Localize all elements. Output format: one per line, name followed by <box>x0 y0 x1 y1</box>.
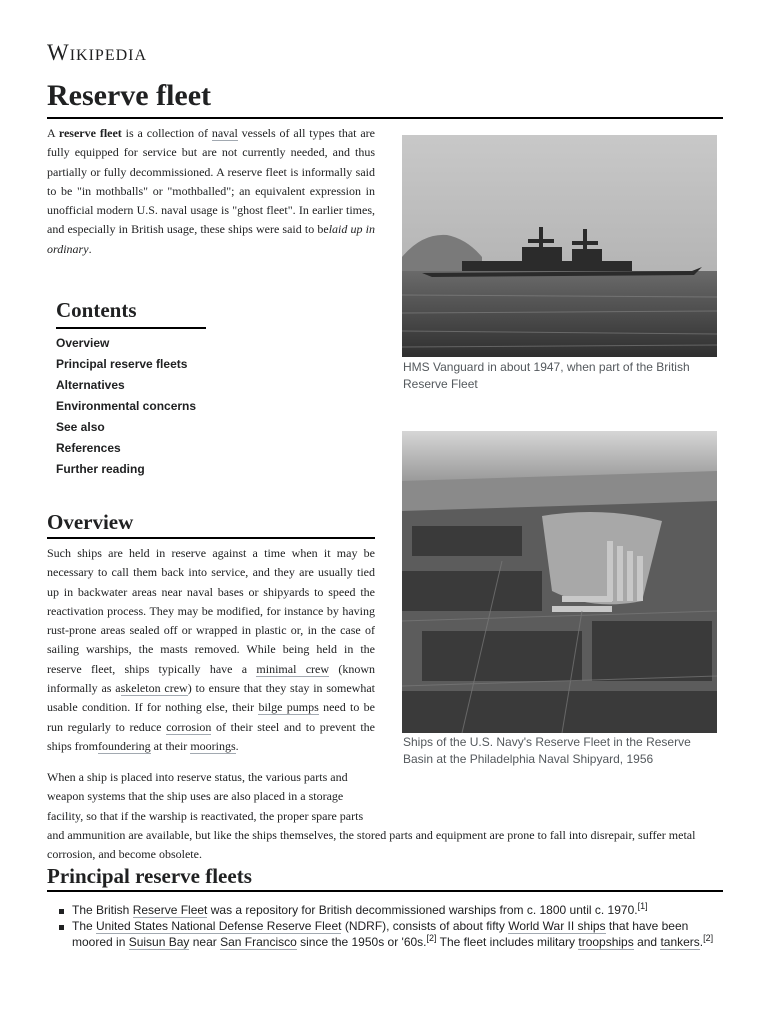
overview-text: (known informally as a <box>47 661 375 696</box>
toc-item <box>56 375 206 396</box>
toc-item <box>56 396 206 417</box>
link-foundering[interactable]: foundering <box>98 738 151 753</box>
section-heading-overview: Overview <box>47 510 134 534</box>
reserve-fleets-list <box>47 902 727 950</box>
toc-link-references[interactable]: References <box>56 441 121 455</box>
link-minimal-crew[interactable]: minimal crew <box>256 661 330 676</box>
intro-text: vessels of all types that are fully equipped for service but are not currently needed, and thus partially or fully decommissioned. A reserve fleet is informally said to be "in mothballs" or "mothballed"; an equivalent expression in unofficial modern U.S. naval usage is "ghost fleet". In earlier times, and especially in British usage, these ships were said to be <box>47 126 375 237</box>
list-text: that have been moored in <box>72 919 689 949</box>
overview-text: ) to ensure that they stay in somewhat usable condition. If for nothing else, their <box>47 681 375 715</box>
toc-list <box>56 333 206 480</box>
intro-text: is a collection of <box>121 126 212 140</box>
link-moorings[interactable]: moorings <box>190 738 236 753</box>
link-ndrf[interactable]: United States National Defense Reserve Fleet <box>96 919 342 933</box>
list-text: (NDRF), consists of about fifty <box>341 919 509 933</box>
toc-link-further-reading[interactable]: Further reading <box>56 462 145 476</box>
table-of-contents <box>56 295 206 480</box>
overview-text: . <box>235 738 239 753</box>
overview-text: Such ships are held in reserve against a time when it may be necessary to call them back into service, and they are usually tied up in backwater areas near naval bases or shipyards to speed the reactivation process. They may be modified, for instance by having rust-prone areas sealed off or wrapped in plastic or, in the case of sailing warships, the masts removed. While being held in the reserve fleet, ships typically have a <box>47 546 375 676</box>
overview-text: When a ship is placed into reserve status, the various parts and weapon systems that the ship uses are also placed in a storage facility, so that if the warship is reactivated, the proper spare parts and ammunition are available, but like the ships themselves, the stored parts and equipment are prone to fall into disrepair, suffer metal corrosion, and become obsolete. <box>47 770 696 862</box>
intro-text: . <box>88 241 92 256</box>
list-text: was a repository for British decommissioned warships from c. 1800 until c. 1970. <box>207 903 638 917</box>
overview-heading-divider <box>47 537 375 539</box>
citation-ref[interactable]: [2] <box>703 933 714 943</box>
aerial-shipyard-photo <box>402 431 717 733</box>
overview-text: need to be run regularly to reduce <box>47 700 376 734</box>
overview-text: at their <box>150 738 191 753</box>
logo-text: Wikipedia <box>47 40 148 65</box>
list-text: and <box>633 935 661 949</box>
toc-item <box>56 354 206 375</box>
link-tankers[interactable]: tankers <box>660 935 700 949</box>
figure-philadelphia-shipyard-image[interactable] <box>402 431 717 733</box>
intro-bold-term: reserve fleet <box>58 126 122 140</box>
page-title: Reserve fleet <box>47 79 212 112</box>
toc-link-overview[interactable]: Overview <box>56 336 110 350</box>
section-heading-principal-reserve-fleets: Principal reserve fleets <box>47 864 252 888</box>
link-reserve-fleet[interactable]: Reserve Fleet <box>132 903 208 917</box>
intro-text: A <box>47 126 59 140</box>
list-text: The British <box>72 903 133 917</box>
toc-link-principal-reserve-fleets[interactable]: Principal reserve fleets <box>56 357 188 371</box>
toc-item <box>56 333 206 354</box>
link-troopships[interactable]: troopships <box>578 935 634 949</box>
toc-item <box>56 459 206 480</box>
principal-heading-divider <box>47 890 723 892</box>
toc-heading: Contents <box>56 295 206 329</box>
title-divider <box>47 117 723 119</box>
toc-item <box>56 438 206 459</box>
overview-text: of their steel and to prevent the ships from <box>47 719 375 753</box>
figure-hms-vanguard-image[interactable] <box>402 135 717 357</box>
link-bilge-pumps[interactable]: bilge pumps <box>258 700 319 715</box>
wikipedia-logo[interactable] <box>47 40 147 66</box>
link-corrosion[interactable]: corrosion <box>166 719 212 734</box>
list-text: since the 1950s or '60s. <box>296 935 427 949</box>
float-spacer <box>375 768 727 810</box>
link-world-war-ii-ships[interactable]: World War II ships <box>508 919 606 933</box>
toc-item <box>56 417 206 438</box>
list-item <box>47 902 727 918</box>
link-skeleton-crew[interactable]: skeleton crew <box>120 681 188 696</box>
list-text: The <box>72 919 97 933</box>
overview-paragraph-1 <box>47 544 375 756</box>
intro-paragraph <box>47 124 375 259</box>
list-item <box>47 918 727 950</box>
overview-paragraph-2 <box>47 768 727 864</box>
figure-caption: Ships of the U.S. Navy's Reserve Fleet in the Reserve Basin at the Philadelphia Naval Shipyard, 1956 <box>403 735 691 766</box>
link-san-francisco[interactable]: San Francisco <box>220 935 297 949</box>
link-suisun-bay[interactable]: Suisun Bay <box>128 935 190 949</box>
link-naval[interactable]: naval <box>211 126 238 140</box>
figure-caption: HMS Vanguard in about 1947, when part of the British Reserve Fleet <box>403 360 690 391</box>
warship-photo <box>402 135 717 357</box>
toc-link-environmental-concerns[interactable]: Environmental concerns <box>56 399 197 413</box>
intro-italic-term: laid up in ordinary <box>47 222 375 256</box>
list-text: The fleet includes military <box>436 935 579 949</box>
list-text: . <box>699 935 704 949</box>
citation-ref[interactable]: [1] <box>637 901 648 911</box>
toc-link-see-also[interactable]: See also <box>56 420 105 434</box>
citation-ref[interactable]: [2] <box>426 933 437 943</box>
toc-link-alternatives[interactable]: Alternatives <box>56 378 125 392</box>
list-text: near <box>189 935 221 949</box>
